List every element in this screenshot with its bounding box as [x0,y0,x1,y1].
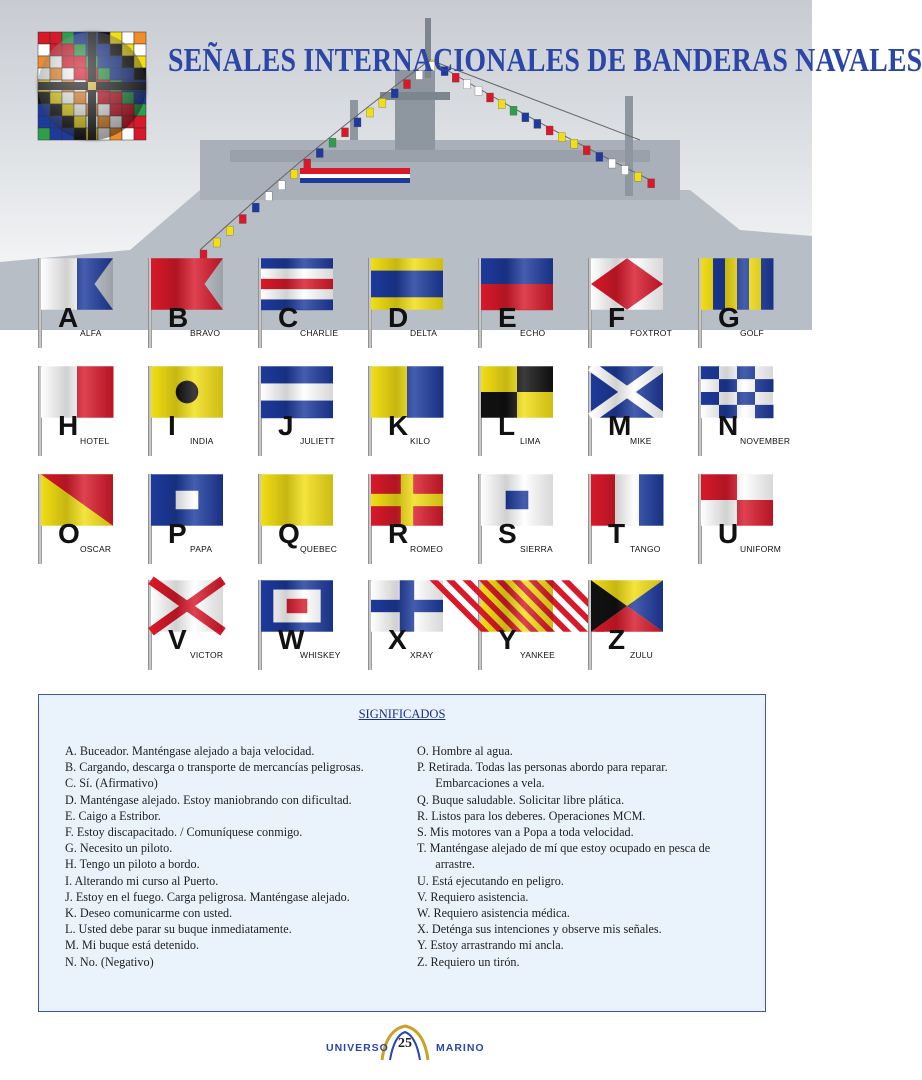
flag-codeword: DELTA [410,328,438,338]
flag-letter: G [718,302,740,333]
flag-codeword: GOLF [740,328,764,338]
flag-codeword: XRAY [410,650,434,660]
footer-brand-marino: MARINO [436,1042,485,1054]
flag-letter: C [278,302,299,333]
flag-xray [368,580,468,672]
flag-letter: S [498,518,517,549]
meaning-item: P. Retirada. Todas las personas abordo para reparar. [417,760,668,775]
echo-flag-icon [481,258,553,310]
meaning-item: K. Deseo comunicarme con usted. [65,906,233,921]
flag-letter: P [168,518,187,549]
meaning-item: L. Usted debe parar su buque inmediatamente. [65,922,292,937]
flag-codeword: LIMA [520,436,541,446]
meaning-item: A. Buceador. Manténgase alejado a baja velocidad. [65,744,315,758]
flag-letter: Q [278,518,300,549]
flag-quebec [258,474,358,566]
flag-codeword: PAPA [190,544,213,554]
flag-november [698,366,798,458]
flag-yankee [478,580,578,672]
flag-codeword: NOVEMBER [740,436,791,446]
flag-letter: K [388,410,409,441]
meaning-item: I. Alterando mi curso al Puerto. [65,873,219,888]
flag-letter: X [388,624,407,655]
juliett-flag-icon [261,366,333,418]
flag-lima [478,366,578,458]
meaning-item: S. Mis motores van a Popa a toda velocidad. [417,825,634,840]
meanings-left-column [65,743,364,970]
foxtrot-flag-icon [591,258,663,310]
flag-bravo [148,258,248,350]
footer-brand-universo: UNIVERSO [326,1042,389,1054]
meanings-right-column [417,743,710,970]
flag-sierra [478,474,578,566]
meanings-title: SIGNIFICADOS [358,707,446,721]
flag-codeword: WHISKEY [300,650,341,660]
flag-codeword: MIKE [630,436,652,446]
footer-logo [320,1020,490,1066]
meaning-item: C. Sí. (Afirmativo) [65,776,158,791]
meaning-item: J. Estoy en el fuego. Carga peligrosa. Manténgase alejado. [65,889,350,904]
meaning-item: M. Mi buque está detenido. [65,938,200,953]
flag-golf [698,258,798,350]
papa-flag-icon [151,474,223,526]
india-flag-icon [151,366,223,418]
flag-papa [148,474,248,566]
flag-zulu [588,580,688,672]
flag-letter: O [58,518,80,549]
meaning-item: E. Caigo a Estribor. [65,808,161,823]
flag-codeword: OSCAR [80,544,112,554]
flag-codeword: ROMEO [410,544,444,554]
flag-whiskey [258,580,358,672]
meaning-item: U. Está ejecutando en peligro. [417,873,564,888]
flag-letter: H [58,410,79,441]
flag-codeword: BRAVO [190,328,221,338]
meaning-item: R. Listos para los deberes. Operaciones MCM. [417,808,646,823]
meaning-item: V. Requiero asistencia. [417,889,529,904]
flag-tango [588,474,688,566]
flag-letter: T [608,518,626,549]
meaning-item: T. Manténgase alejado de mí que estoy ocupado en pesca de [417,841,711,856]
meaning-item: D. Manténgase alejado. Estoy maniobrando con dificultad. [65,792,352,807]
flag-letter: L [498,410,516,441]
flag-letter: N [718,410,739,441]
flag-codeword: UNIFORM [740,544,782,554]
flag-juliett [258,366,358,458]
lima-flag-icon [481,366,553,418]
flag-uniform [698,474,798,566]
flag-letter: U [718,518,739,549]
meaning-item: X. Deténga sus intenciones y observe mis señales. [417,922,662,937]
xray-flag-icon [371,580,443,632]
meaning-item: O. Hombre al agua. [417,744,513,758]
flag-mike [588,366,688,458]
flag-letter: Z [608,624,626,655]
flag-codeword: ECHO [520,328,546,338]
flag-codeword: JULIETT [300,436,335,446]
globe-icon [38,32,146,140]
flag-letter: R [388,518,409,549]
meaning-item: N. No. (Negativo) [65,954,154,969]
sierra-flag-icon [481,474,553,526]
flag-letter: W [278,624,305,655]
flag-letter: E [498,302,517,333]
flag-codeword: ALFA [80,328,102,338]
flag-codeword: ZULU [630,650,653,660]
page-number: 25 [398,1036,412,1051]
flag-letter: V [168,624,187,655]
flag-codeword: CHARLIE [300,328,339,338]
flag-letter: I [168,410,176,441]
flag-letter: J [278,410,294,441]
flag-oscar [38,474,138,566]
flag-letter: D [388,302,409,333]
zulu-flag-icon [591,580,663,632]
flag-codeword: INDIA [190,436,214,446]
meaning-item: arrastre. [417,857,475,872]
flag-delta [368,258,468,350]
page-title: SEÑALES INTERNACIONALES DE BANDERAS NAVALES [168,42,922,79]
flag-india [148,366,248,458]
flag-letter: Y [498,624,517,655]
flag-codeword: FOXTROT [630,328,673,338]
meaning-item: W. Requiero asistencia médica. [417,906,570,921]
flag-globe-logo [38,32,146,140]
flag-charlie [258,258,358,350]
meaning-item: Z. Requiero un tirón. [417,954,520,969]
flag-kilo [368,366,468,458]
flag-letter: M [608,410,632,441]
flag-letter: A [58,302,79,333]
flag-codeword: KILO [410,436,431,446]
tango-flag-icon [591,474,663,526]
meaning-item: H. Tengo un piloto a bordo. [65,857,200,872]
flag-codeword: TANGO [630,544,661,554]
meanings-box [38,694,766,1012]
flag-codeword: SIERRA [520,544,553,554]
meaning-item: B. Cargando, descarga o transporte de mercancías peligrosas. [65,760,364,775]
meaning-item: F. Estoy discapacitado. / Comuníquese conmigo. [65,825,303,840]
meaning-item: Y. Estoy arrastrando mi ancla. [417,938,564,953]
flag-letter: F [608,302,626,333]
victor-flag-icon [151,580,223,632]
meaning-item: Q. Buque saludable. Solicitar libre plática. [417,792,625,807]
yankee-flag-icon [481,580,553,632]
flag-codeword: HOTEL [80,436,110,446]
meaning-item: Embarcaciones a vela. [417,776,545,791]
flag-romeo [368,474,468,566]
flag-victor [148,580,248,672]
flag-codeword: VICTOR [190,650,224,660]
flag-alfa [38,258,138,350]
flag-codeword: QUEBEC [300,544,338,554]
flag-letter: B [168,302,189,333]
flag-echo [478,258,578,350]
flag-hotel [38,366,138,458]
flag-codeword: YANKEE [520,650,556,660]
meaning-item: G. Necesito un piloto. [65,841,173,856]
flag-foxtrot [588,258,688,350]
